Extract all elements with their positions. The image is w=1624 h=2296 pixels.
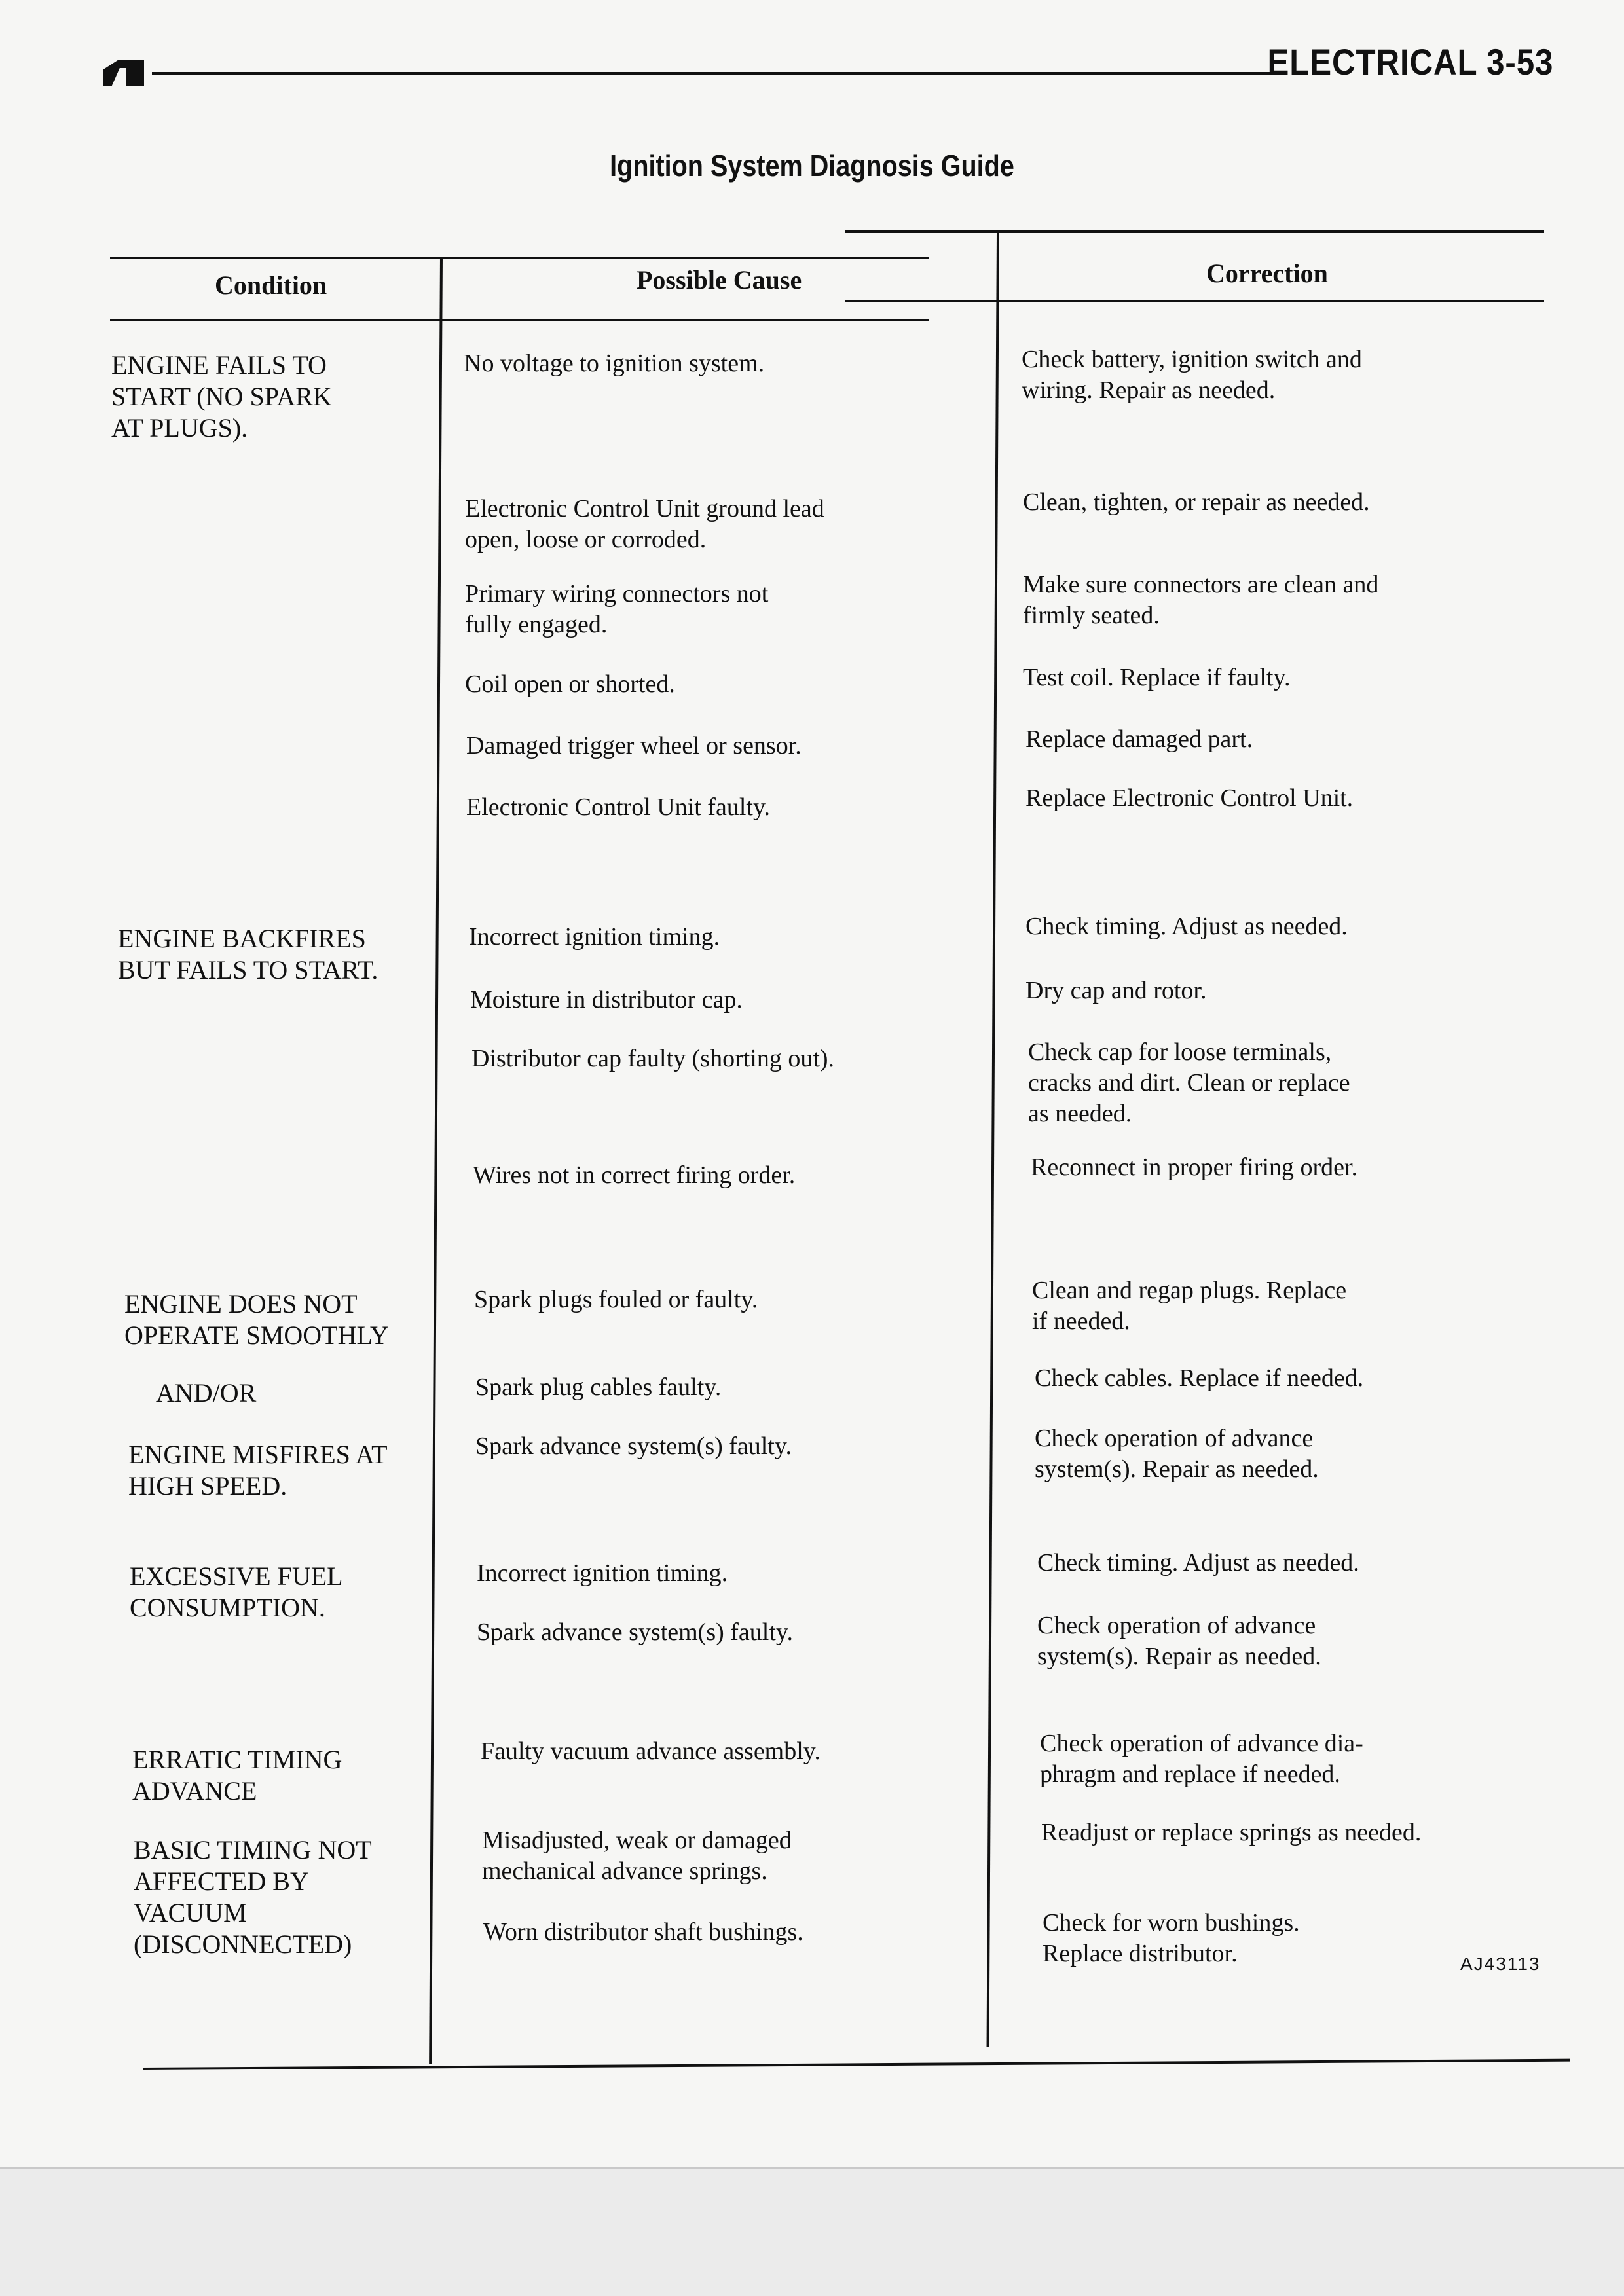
condition-no-spark: ENGINE FAILS TO START (NO SPARK AT PLUGS). (111, 350, 332, 443)
column-header-cause: Possible Cause (637, 265, 802, 295)
correction-replace-ecu: Replace Electronic Control Unit. (1025, 784, 1354, 812)
table-top-rule-right (845, 230, 1544, 233)
cause-coil: Coil open or shorted. (465, 670, 675, 698)
cause-ecu-ground: Electronic Control Unit ground lead open, loose or corroded. (465, 495, 824, 553)
cause-advance-springs: Misadjusted, weak or damaged mechanical advance springs. (482, 1827, 792, 1885)
cause-distributor-cap: Distributor cap faulty (shorting out). (471, 1045, 835, 1072)
condition-misfires: ENGINE MISFIRES AT HIGH SPEED. (128, 1440, 388, 1501)
header-rule (152, 72, 1278, 75)
column-divider-2 (987, 233, 999, 2047)
correction-advance-diaphragm: Check operation of advance dia- phragm and replace if needed. (1040, 1730, 1363, 1788)
cause-incorrect-timing: Incorrect ignition timing. (477, 1559, 728, 1587)
correction-check-timing-2: Check timing. Adjust as needed. (1037, 1549, 1359, 1576)
section-title: ELECTRICAL 3-53 (1267, 41, 1553, 82)
condition-and-or: AND/OR (156, 1378, 257, 1408)
cause-primary-wiring: Primary wiring connectors not fully engaged. (465, 580, 769, 638)
cause-shaft-bushings: Worn distributor shaft bushings. (483, 1918, 803, 1946)
condition-backfires: ENGINE BACKFIRES BUT FAILS TO START. (118, 924, 378, 985)
correction-check-cables: Check cables. Replace if needed. (1035, 1364, 1364, 1392)
figure-code: AJ43113 (1460, 1954, 1541, 1974)
correction-worn-bushings: Check for worn bushings. Replace distributor. (1043, 1909, 1300, 1967)
correction-test-coil: Test coil. Replace if faulty. (1023, 664, 1291, 691)
column-header-correction: Correction (1206, 259, 1328, 288)
correction-check-battery: Check battery, ignition switch and wiring. Repair as needed. (1022, 346, 1362, 404)
table-top-rule-left (110, 257, 929, 259)
correction-check-advance-2: Check operation of advance system(s). Repair as needed. (1037, 1612, 1321, 1670)
cause-moisture: Moisture in distributor cap. (470, 986, 743, 1013)
correction-check-timing: Check timing. Adjust as needed. (1025, 913, 1348, 940)
correction-dry-cap: Dry cap and rotor. (1025, 977, 1207, 1004)
correction-readjust-springs: Readjust or replace springs as needed. (1041, 1819, 1422, 1846)
correction-reconnect: Reconnect in proper firing order. (1031, 1154, 1358, 1181)
condition-basic-timing: BASIC TIMING NOT AFFECTED BY VACUUM (DISCONNECTED) (134, 1835, 372, 1959)
cause-spark-advance-2: Spark advance system(s) faulty. (477, 1618, 793, 1646)
cause-ignition-timing: Incorrect ignition timing. (469, 923, 720, 951)
header-bottom-rule-right (845, 300, 1544, 302)
cause-spark-plugs: Spark plugs fouled or faulty. (474, 1286, 758, 1313)
column-header-condition: Condition (215, 270, 327, 300)
condition-erratic-timing: ERRATIC TIMING ADVANCE (132, 1745, 342, 1806)
condition-fuel-consumption: EXCESSIVE FUEL CONSUMPTION. (130, 1561, 343, 1622)
correction-check-advance: Check operation of advance system(s). Repair as needed. (1035, 1425, 1319, 1483)
correction-connectors: Make sure connectors are clean and firmly seated. (1023, 571, 1379, 629)
condition-not-smooth: ENGINE DOES NOT OPERATE SMOOTHLY (124, 1289, 389, 1350)
cause-no-voltage: No voltage to ignition system. (464, 350, 765, 377)
correction-replace-part: Replace damaged part. (1025, 725, 1253, 753)
section-tab-icon (103, 60, 144, 86)
correction-check-cap: Check cap for loose terminals, cracks and dirt. Clean or replace as needed. (1028, 1038, 1350, 1127)
cause-trigger-wheel: Damaged trigger wheel or sensor. (466, 732, 802, 759)
cause-vacuum-advance: Faulty vacuum advance assembly. (481, 1738, 821, 1765)
cause-spark-advance: Spark advance system(s) faulty. (475, 1432, 792, 1460)
correction-clean-tighten: Clean, tighten, or repair as needed. (1023, 488, 1370, 516)
column-divider-1 (429, 257, 443, 2064)
cause-plug-cables: Spark plug cables faulty. (475, 1374, 722, 1401)
cause-firing-order: Wires not in correct firing order. (473, 1161, 796, 1189)
guide-title: Ignition System Diagnosis Guide (610, 149, 1014, 183)
header-bottom-rule-left (110, 319, 929, 321)
table-bottom-rule (143, 2059, 1570, 2070)
correction-regap-plugs: Clean and regap plugs. Replace if needed. (1032, 1277, 1347, 1335)
cause-ecu-faulty: Electronic Control Unit faulty. (466, 793, 770, 821)
